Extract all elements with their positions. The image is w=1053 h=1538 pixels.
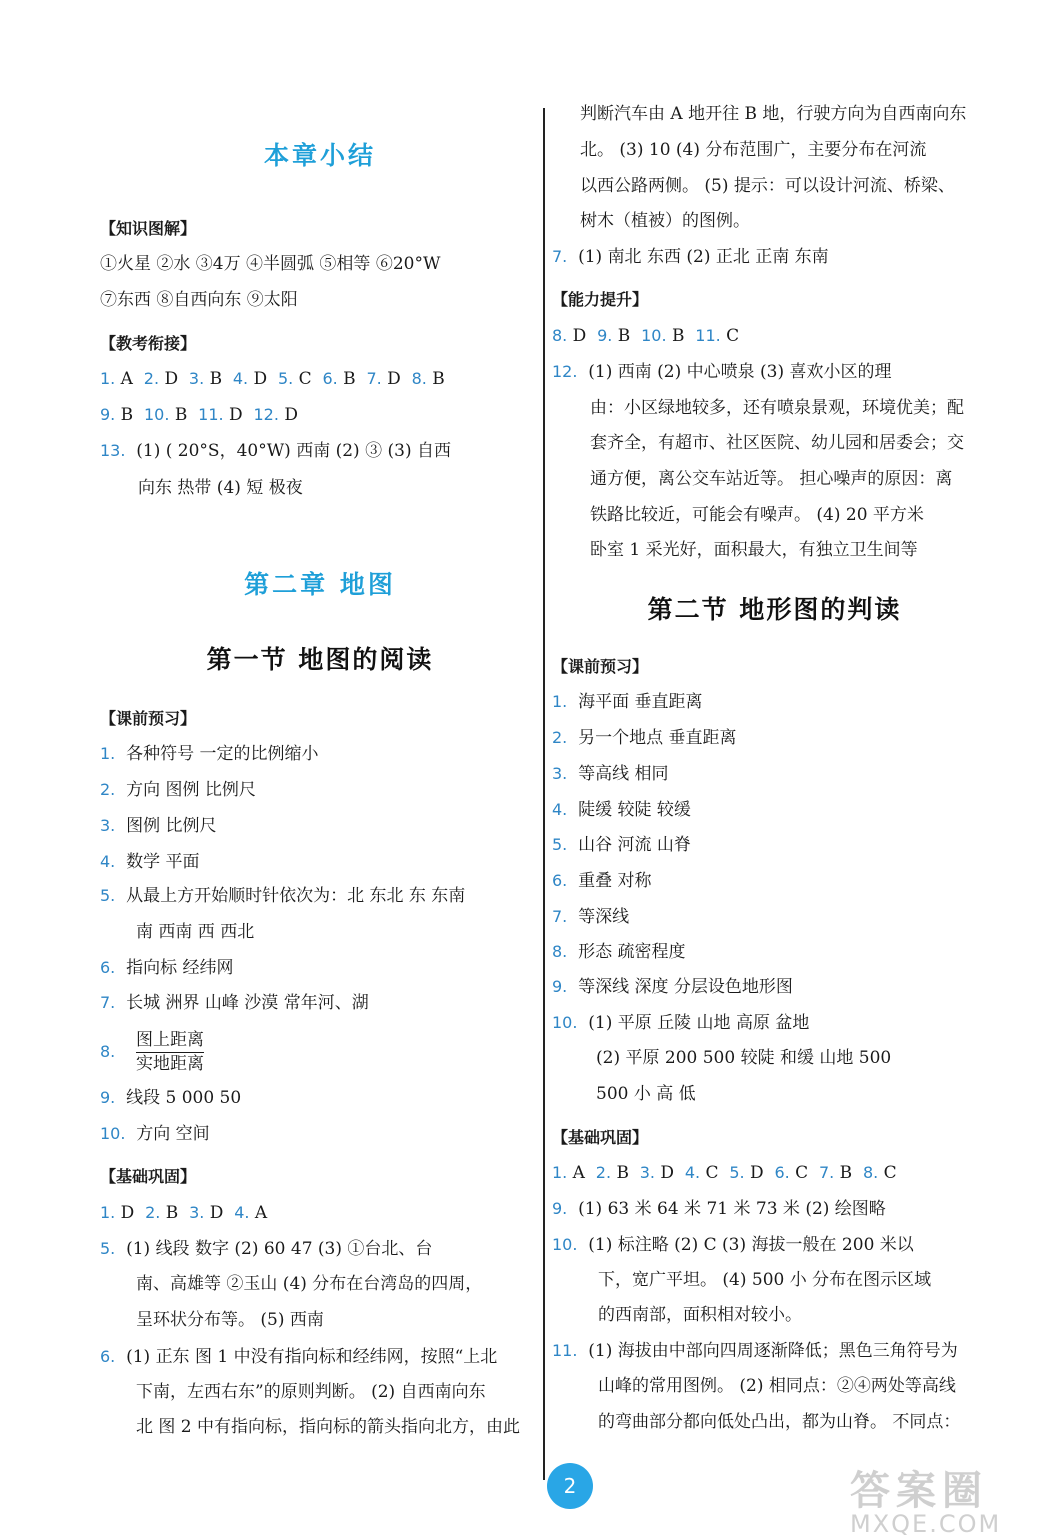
- q6-cont-line-2: 北。 (3) 10 (4) 分布范围广，主要分布在河流: [580, 140, 927, 160]
- watermark-logo: [850, 1468, 1045, 1538]
- exam-label: 【教考衔接】: [100, 334, 197, 353]
- preview-item: 9. 线段 5 000 50: [100, 1088, 242, 1108]
- watermark-text: 答案圈: [850, 1468, 988, 1514]
- knowledge-line-1: ①火星 ②水 ③4万 ④半圆弧 ⑤相等 ⑥20°W: [100, 254, 441, 274]
- exam-answers-row-1: 1. A 2. D 3. B 4. D 5. C 6. B 7. D 8. B: [100, 369, 445, 389]
- q6-line-2: 下南，左西右东”的原则判断。 (2) 自西南向东: [136, 1382, 486, 1402]
- q5-line-3: 呈环状分布等。 (5) 西南: [136, 1310, 324, 1330]
- fraction-numerator: 图上距离: [136, 1029, 204, 1053]
- section-1-title: 第一节 地图的阅读: [206, 645, 434, 674]
- preview-item: 3. 图例 比例尺: [100, 816, 217, 836]
- preview-item: 5. 从最上方开始顺时针依次为：北 东北 东 东南: [100, 886, 466, 906]
- chapter-2-title: 第二章 地图: [244, 570, 396, 599]
- q6-cont-line-1: 判断汽车由 A 地开往 B 地，行驶方向为自西南向东: [580, 104, 967, 124]
- q10-line-2: 下，宽广平坦。 (4) 500 小 分布在图示区域: [598, 1270, 932, 1290]
- preview-item: 10. (1) 平原 丘陵 山地 高原 盆地: [552, 1013, 810, 1033]
- chapter-summary-title: 本章小结: [263, 141, 376, 170]
- preview-item-cont: 500 小 高 低: [596, 1084, 696, 1104]
- preview-item: 6. 重叠 对称: [552, 871, 652, 891]
- preview-item: 4. 陡缓 较陡 较缓: [552, 800, 691, 820]
- preview-item: 7. 等深线: [552, 907, 630, 927]
- section-2-title: 第二节 地形图的判读: [647, 595, 902, 624]
- preview-item: 3. 等高线 相同: [552, 764, 669, 784]
- preview-item: 9. 等深线 深度 分层设色地形图: [552, 977, 793, 997]
- preview-item: 10. 方向 空间: [100, 1124, 210, 1144]
- exam-answers-row-2: 9. B 10. B 11. D 12. D: [100, 405, 298, 425]
- q12-line-4: 通方便，离公交车站近等。 担心噪声的原因：离: [590, 469, 953, 489]
- q12-line-3: 套齐全，有超市、社区医院、幼儿园和居委会；交: [590, 433, 964, 453]
- basic-answers-row: 1. D 2. B 3. D 4. A: [100, 1203, 268, 1223]
- preview-item: 7. 长城 洲界 山峰 沙漠 常年河、湖: [100, 993, 369, 1013]
- q12-line-1: 12. (1) 西南 (2) 中心喷泉 (3) 喜欢小区的理: [552, 362, 892, 382]
- q11-line-1: 11. (1) 海拔由中部向四周逐渐降低；黑色三角符号为: [552, 1341, 958, 1361]
- exam-13-line-1: 13. (1) ( 20°S，40°W) 西南 (2) ③ (3) 自西: [100, 441, 451, 461]
- watermark-url: MXQE.COM: [850, 1510, 1002, 1538]
- knowledge-label: 【知识图解】: [100, 219, 197, 238]
- basic-answers-row-2: 1. A 2. B 3. D 4. C 5. D 6. C 7. B 8. C: [552, 1163, 897, 1183]
- q12-line-5: 铁路比较近，可能会有噪声。 (4) 20 平方米: [590, 505, 924, 525]
- q12-line-6: 卧室 1 采光好，面积最大，有独立卫生间等: [590, 540, 918, 560]
- q10-line-1: 10. (1) 标注略 (2) C (3) 海拔一般在 200 米以: [552, 1235, 914, 1255]
- preview-item: 2. 方向 图例 比例尺: [100, 780, 256, 800]
- preview-item: 4. 数学 平面: [100, 852, 200, 872]
- q11-line-3: 的弯曲部分都向低处凸出，都为山脊。 不同点：: [598, 1412, 961, 1432]
- preview-8-number: 8.: [100, 1042, 116, 1061]
- preview-item-cont: 南 西南 西 西北: [136, 922, 255, 942]
- column-divider: [543, 108, 545, 1480]
- preview-item: 1. 海平面 垂直距离: [552, 692, 703, 712]
- q6-cont-line-4: 树木（植被）的图例。: [580, 211, 750, 231]
- q7-line: 7. (1) 南北 东西 (2) 正北 正南 东南: [552, 247, 829, 267]
- basic-label: 【基础巩固】: [100, 1167, 197, 1186]
- exam-13-line-2: 向东 热带 (4) 短 极夜: [138, 478, 303, 498]
- q5-line-2: 南、高雄等 ②玉山 (4) 分布在台湾岛的四周，: [136, 1274, 483, 1294]
- page-number-badge: 2: [547, 1463, 593, 1509]
- ability-answers-row: 8. D 9. B 10. B 11. C: [552, 326, 740, 346]
- fraction-scale: [136, 1029, 204, 1075]
- preview-item: 2. 另一个地点 垂直距离: [552, 728, 737, 748]
- q6-line-1: 6. (1) 正东 图 1 中没有指向标和经纬网，按照“上北: [100, 1347, 498, 1367]
- preview-item: 1. 各种符号 一定的比例缩小: [100, 744, 319, 764]
- q9-line: 9. (1) 63 米 64 米 71 米 73 米 (2) 绘图略: [552, 1199, 886, 1219]
- q6-line-3: 北 图 2 中有指向标，指向标的箭头指向北方，由此: [136, 1417, 521, 1437]
- q6-cont-line-3: 以西公路两侧。 (5) 提示：可以设计河流、桥梁、: [580, 176, 955, 196]
- q11-line-2: 山峰的常用图例。 (2) 相同点：②④两处等高线: [598, 1376, 956, 1396]
- q12-line-2: 由：小区绿地较多，还有喷泉景观，环境优美；配: [590, 398, 964, 418]
- preview-item-cont: (2) 平原 200 500 较陡 和缓 山地 500: [596, 1048, 892, 1068]
- preview-label-2: 【课前预习】: [552, 657, 649, 676]
- preview-label: 【课前预习】: [100, 709, 197, 728]
- basic-label-2: 【基础巩固】: [552, 1128, 649, 1147]
- q5-line-1: 5. (1) 线段 数字 (2) 60 47 (3) ①台北、台: [100, 1239, 433, 1259]
- fraction-denominator: 实地距离: [136, 1054, 204, 1074]
- preview-item: 5. 山谷 河流 山脊: [552, 835, 691, 855]
- q10-line-3: 的西南部，面积相对较小。: [598, 1305, 802, 1325]
- ability-label: 【能力提升】: [552, 290, 649, 309]
- preview-item: 6. 指向标 经纬网: [100, 958, 234, 978]
- preview-item: 8. 形态 疏密程度: [552, 942, 686, 962]
- knowledge-line-2: ⑦东西 ⑧自西向东 ⑨太阳: [100, 290, 298, 310]
